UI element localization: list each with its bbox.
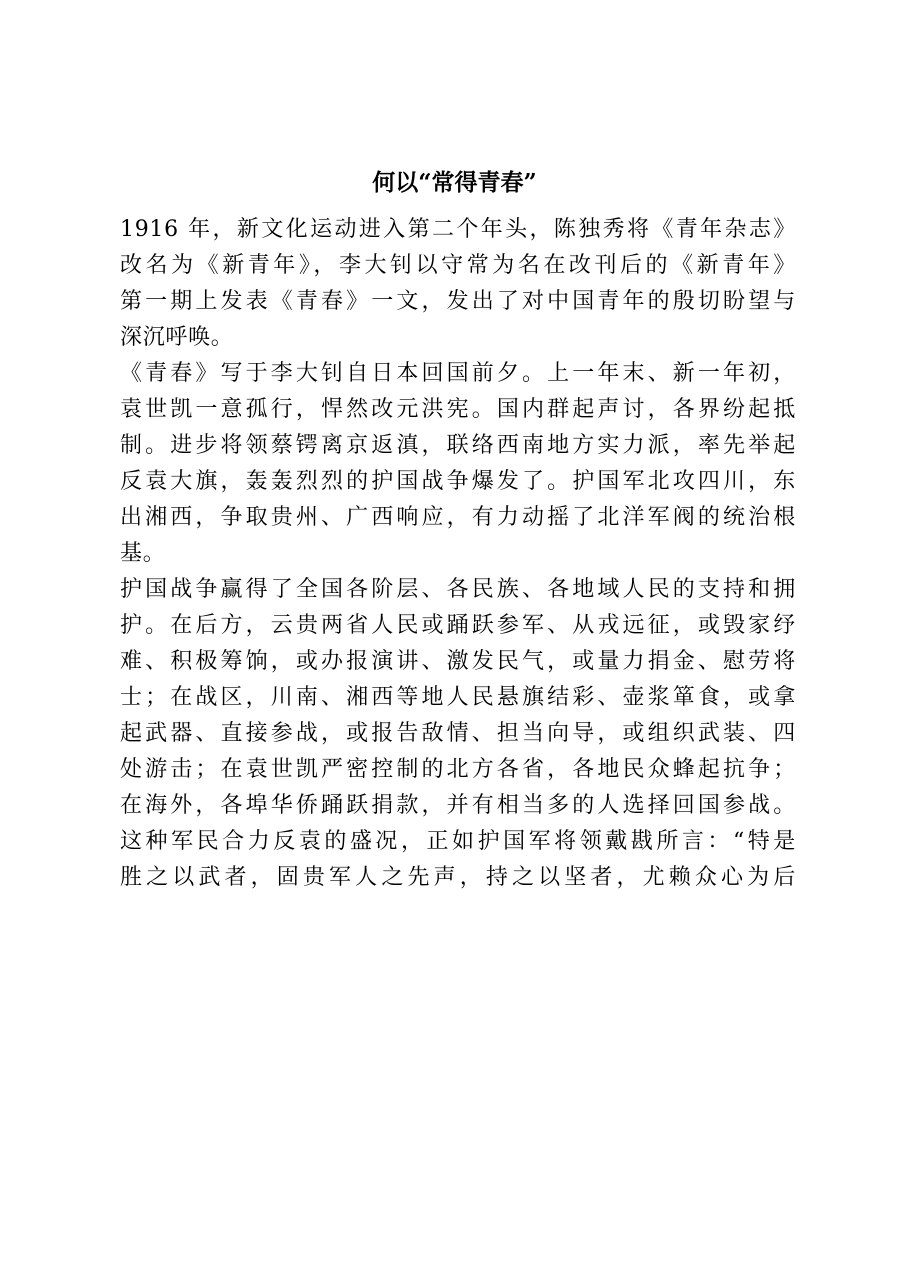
text-line: 起武器、直接参战，或报告敌情、担当向导，或组织武装、四 <box>120 721 796 746</box>
text-line: 士；在战区，川南、湘西等地人民悬旗结彩、壶浆箪食，或拿 <box>120 685 796 710</box>
text-line: 处游击；在袁世凯严密控制的北方各省，各地民众蜂起抗争； <box>120 757 796 782</box>
text-line: 在海外，各埠华侨踊跃捐款，并有相当多的人选择回国参战。 <box>120 793 796 818</box>
paragraph-2 <box>120 356 796 572</box>
text-line: 基。 <box>120 541 166 566</box>
text-line: 出湘西，争取贵州、广西响应，有力动摇了北洋军阀的统治根 <box>120 505 796 530</box>
text-line: 第一期上发表《青春》一文，发出了对中国青年的殷切盼望与 <box>120 289 796 314</box>
text-line: 反袁大旗，轰轰烈烈的护国战争爆发了。护国军北攻四川，东 <box>120 469 796 494</box>
text-line: 护。在后方，云贵两省人民或踊跃参军、从戎远征，或毁家纾 <box>120 613 796 638</box>
text-line: 难、积极筹饷，或办报演讲、激发民气，或量力捐金、慰劳将 <box>120 649 796 674</box>
paragraph-1 <box>120 212 796 356</box>
text-line: 护国战争赢得了全国各阶层、各民族、各地域人民的支持和拥 <box>120 577 796 602</box>
text-line: 1916 年，新文化运动进入第二个年头，陈独秀将《青年杂志》 <box>120 217 796 242</box>
paragraph-3 <box>120 572 796 896</box>
text-line: 这种军民合力反袁的盛况，正如护国军将领戴戡所言：“特是 <box>120 829 796 854</box>
text-line: 改名为《新青年》，李大钊以守常为名在改刊后的《新青年》 <box>120 253 796 278</box>
text-line: 《青春》写于李大钊自日本回国前夕。上一年末、新一年初， <box>120 361 796 386</box>
document-title: 何以“常得青春” <box>372 169 537 196</box>
text-line: 袁世凯一意孤行，悍然改元洪宪。国内群起声讨，各界纷起抵 <box>120 397 796 422</box>
text-line: 深沉呼唤。 <box>120 325 234 350</box>
text-line: 胜之以武者，固贵军人之先声，持之以坚者，尤赖众心为后 <box>120 865 796 890</box>
document-body <box>120 212 796 896</box>
text-line: 制。进步将领蔡锷离京返滇，联络西南地方实力派，率先举起 <box>120 433 796 458</box>
